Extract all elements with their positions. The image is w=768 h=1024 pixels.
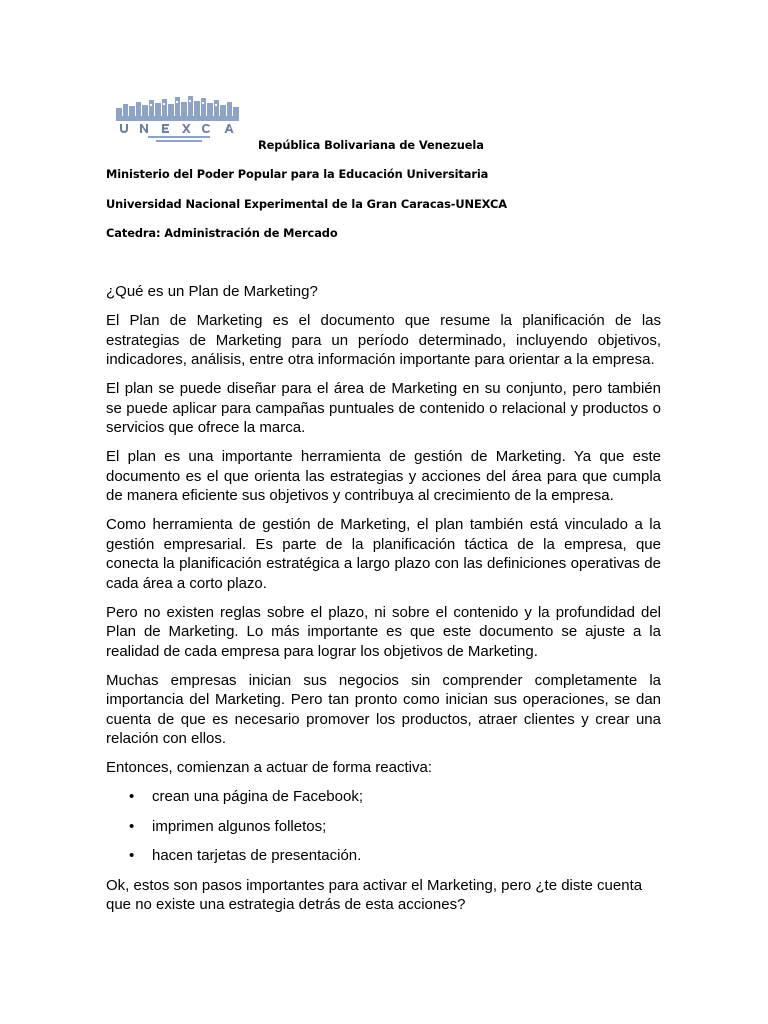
header-ministry: Ministerio del Poder Popular para la Educación Universitaria [106, 167, 489, 181]
header-university: Universidad Nacional Experimental de la Gran Caracas-UNEXCA [106, 197, 507, 211]
bullet-list [106, 787, 661, 866]
logo-letters [120, 124, 234, 133]
list-intro: Entonces, comienzan a actuar de forma reactiva: [106, 759, 433, 776]
paragraph: El Plan de Marketing es el documento que resume la planificación de las estrategias de Marketing para un período determinado, incluyendo objetivos, indicadores, análisis, entre otra información importante para orientar a la empresa. [106, 312, 661, 368]
paragraph: El plan es una importante herramienta de gestión de Marketing. Ya que este documento es el que orienta las estrategias y acciones del área para que cumpla de manera eficiente sus objetivos y contribuya al crecimiento de la empresa. [106, 448, 661, 504]
bullet-icon: • [129, 817, 135, 835]
paragraph: Pero no existen reglas sobre el plazo, ni sobre el contenido y la profundidad del Plan de Marketing. Lo más importante es que este documento se ajuste a la realidad de cada empresa para lograr los objetivos de Marketing. [106, 603, 661, 660]
list-item [106, 817, 661, 837]
logo-subtitle-lines [148, 136, 210, 142]
list-item-text: imprimen algunos folletos; [152, 817, 327, 835]
document-body [106, 282, 661, 924]
unexca-logo [114, 94, 244, 146]
list-item-text: crean una página de Facebook; [152, 788, 363, 805]
question-heading: ¿Qué es un Plan de Marketing? [106, 283, 318, 300]
closing-paragraph: Ok, estos son pasos importantes para activar el Marketing, pero ¿te diste cuenta que no existe una estrategia detrás de esta acciones? [106, 876, 643, 913]
list-item-text: hacen tarjetas de presentación. [152, 847, 362, 864]
header-course: Catedra: Administración de Mercado [106, 226, 338, 240]
paragraph: Muchas empresas inician sus negocios sin comprender completamente la importancia del Marketing. Pero tan pronto como inician sus operaciones, se dan cuenta de que es necesario promover los productos, atraer clientes y crear una relación con ellos. [106, 671, 661, 747]
list-item [106, 787, 661, 807]
bullet-icon: • [129, 788, 135, 805]
paragraph: Como herramienta de gestión de Marketing, el plan también está vinculado a la gestión empresarial. Es parte de la planificación táctica de la empresa, que conecta la planificación estratégica a largo plazo con las definiciones operativas de cada área a corto plazo. [106, 516, 661, 592]
bullet-icon: • [129, 847, 135, 864]
header-republic: República Bolivariana de Venezuela [258, 138, 484, 152]
list-item [106, 846, 661, 866]
paragraph: El plan se puede diseñar para el área de Marketing en su conjunto, pero también se puede aplicar para campañas puntuales de contenido o relacional y productos o servicios que ofrece la marca. [106, 380, 661, 436]
logo-skyline [116, 96, 239, 121]
